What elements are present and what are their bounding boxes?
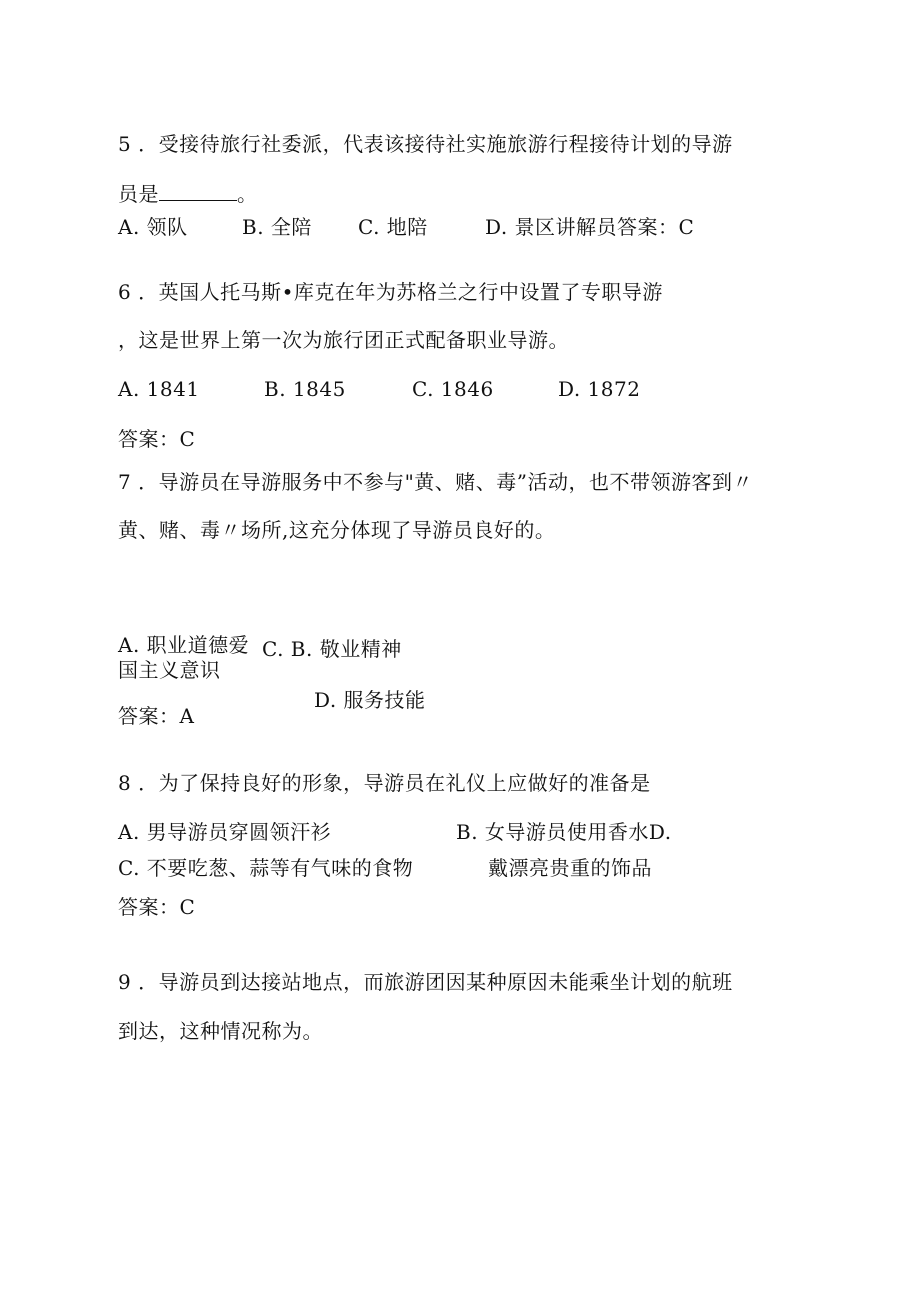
q6-stem-line2: ，这是世界上第一次为旅行团正式配备职业导游。 (118, 328, 569, 352)
q5-stem-prefix: 员是 (118, 182, 159, 206)
q8-stem-line1: 8 ．为了保持良好的形象，导游员在礼仪上应做好的准备是 (118, 771, 651, 795)
q7-option-d: D. 服务技能 (314, 688, 426, 712)
q6-option-a: A. 1841 (118, 377, 200, 401)
q7-option-a-part1: A. 职业道德爱 (118, 633, 250, 657)
q6-option-b: B. 1845 (264, 377, 346, 401)
q5-stem-suffix: 。 (237, 182, 258, 206)
q9-stem-line1: 9 ．导游员到达接站地点，而旅游团因某种原因未能乘坐计划的航班 (118, 970, 733, 994)
q5-option-d-answer: D. 景区讲解员答案：C (485, 215, 695, 239)
q5-answer-blank (159, 182, 237, 201)
q5-stem-line2 (118, 182, 258, 206)
q5-option-c: C. 地陪 (358, 215, 428, 239)
q6-stem-line1: 6 ．英国人托马斯•库克在年为苏格兰之行中设置了专职导游 (118, 280, 663, 304)
q6-option-c: C. 1846 (412, 377, 494, 401)
q8-option-b: B. 女导游员使用香水D. (456, 820, 672, 844)
q7-answer: 答案：A (118, 704, 195, 728)
q6-answer: 答案：C (118, 427, 196, 451)
q7-option-a-part2: 国主义意识 (118, 658, 221, 682)
q5-option-a: A. 领队 (118, 215, 188, 239)
q5-option-b: B. 全陪 (242, 215, 312, 239)
q8-answer: 答案：C (118, 895, 196, 919)
q6-option-d: D. 1872 (558, 377, 641, 401)
q8-option-c: C. 不要吃葱、蒜等有气味的食物 (118, 856, 414, 880)
q5-stem-line1: 5 ．受接待旅行社委派，代表该接待社实施旅游行程接待计划的导游 (118, 132, 733, 156)
q8-option-d-continued: 戴漂亮贵重的饰品 (488, 856, 652, 880)
q8-option-a: A. 男导游员穿圆领汗衫 (118, 820, 332, 844)
q9-stem-line2: 到达，这种情况称为。 (118, 1019, 323, 1043)
q7-stem-line1: 7 ．导游员在导游服务中不参与"黄、赌、毒”活动，也不带领游客到〃 (118, 470, 754, 494)
q7-option-c-b: C. B. 敬业精神 (262, 637, 402, 661)
q7-stem-line2: 黄、赌、毒〃场所,这充分体现了导游员良好的。 (118, 518, 556, 542)
